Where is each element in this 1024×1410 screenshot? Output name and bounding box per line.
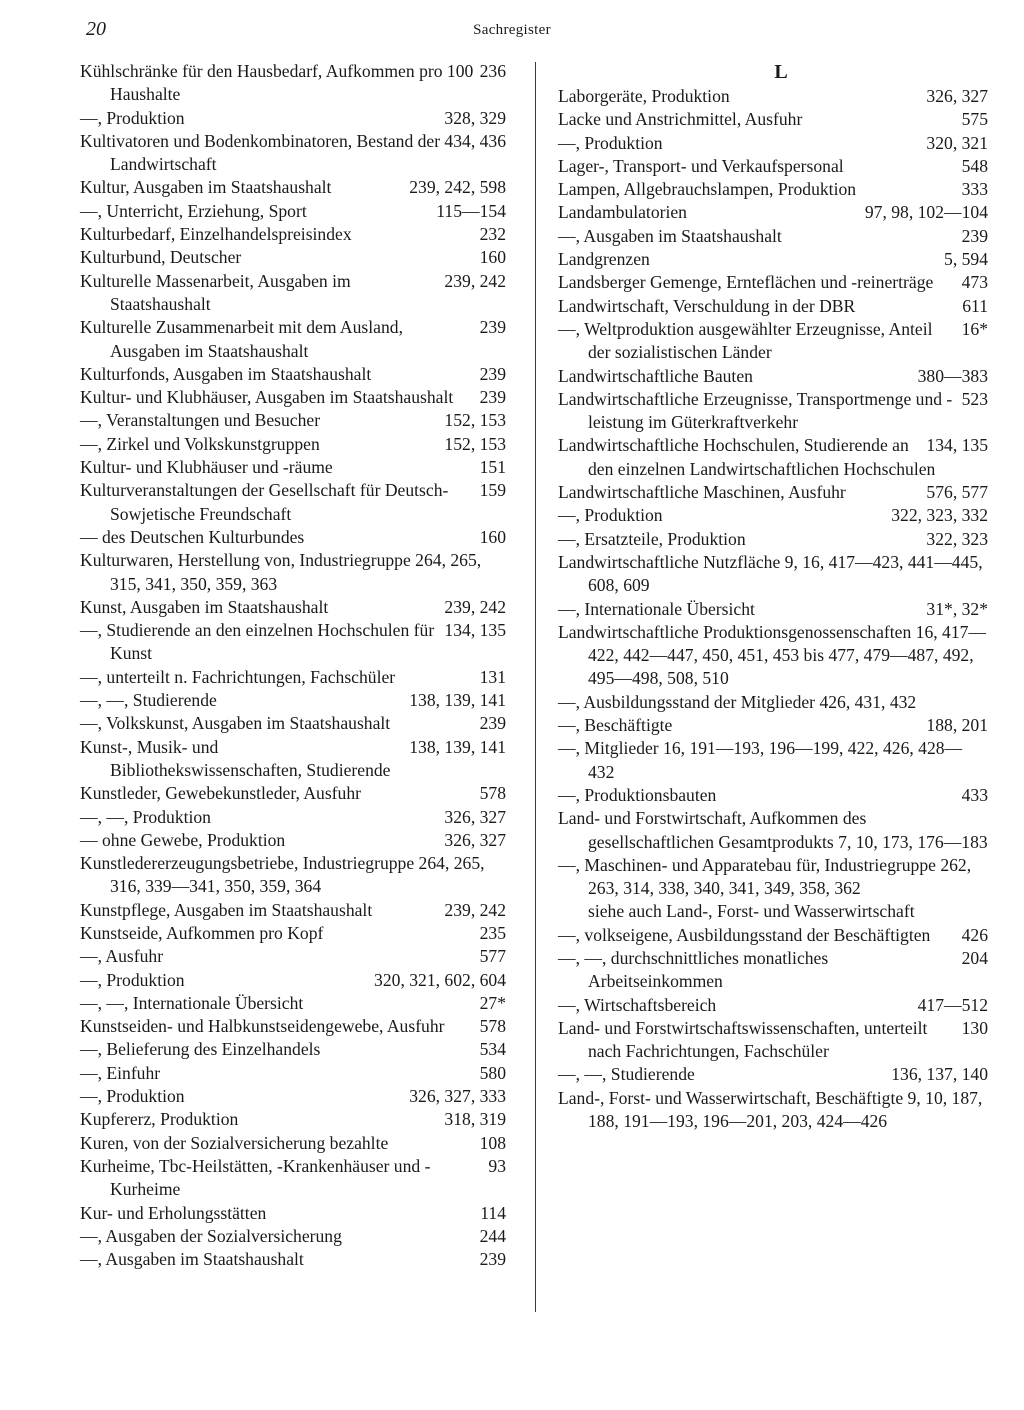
index-entry-pages: 31*, 32* — [922, 598, 988, 621]
index-entry — [80, 806, 506, 829]
index-entry-text: —, —, Internationale Übersicht — [80, 992, 304, 1013]
index-entry-pages: 239, 242 — [440, 899, 506, 922]
index-entry-pages: 328, 329 — [440, 107, 506, 130]
index-entry — [80, 363, 506, 386]
index-entry — [80, 316, 506, 363]
index-entry-text: Lacke und Anstrichmittel, Ausfuhr — [558, 109, 803, 130]
index-entry — [80, 60, 506, 107]
index-entry-pages: 239, 242, 598 — [405, 176, 506, 199]
index-entry-pages: 239 — [476, 712, 506, 735]
index-entry-text: Kulturfonds, Ausgaben im Staatshaushalt — [80, 363, 372, 384]
index-entry — [80, 899, 506, 922]
index-entry-text: Landwirtschaftliche Nutzfläche 9, 16, 417—423, 441—445, 608, 609 — [558, 551, 983, 596]
index-entry-text: Kultur, Ausgaben im Staatshaushalt — [80, 177, 332, 198]
index-entry — [80, 689, 506, 712]
index-entry-text: Kunstleder, Gewebekunstleder, Ausfuhr — [80, 783, 361, 804]
index-entry-text: —, Produktion — [558, 505, 663, 526]
index-entry-pages: 244 — [476, 1225, 506, 1248]
index-entry-pages: 159 — [476, 479, 506, 502]
index-entry-text: Kunstseiden- und Halbkunstseidengewebe, Ausfuhr — [80, 1016, 445, 1037]
index-entry-pages: 239, 242 — [440, 270, 506, 293]
index-entry-text: Landwirtschaftliche Erzeugnisse, Transportmenge und -leistung im Güterkraftverkehr — [558, 388, 953, 433]
index-entry-pages: 434, 436 — [440, 130, 506, 153]
index-entry — [80, 619, 506, 666]
index-entry-text: —, Produktion — [80, 969, 185, 990]
index-entry — [80, 852, 506, 899]
index-entry — [558, 388, 988, 435]
index-entry-text: —, Ausfuhr — [80, 946, 164, 967]
index-entry-text: —, —, Produktion — [80, 806, 211, 827]
index-entry-pages: 417—512 — [914, 994, 988, 1017]
index-entry — [558, 248, 988, 271]
index-entry — [558, 132, 988, 155]
section-letter: L — [774, 61, 788, 83]
index-entry-text: —, Veranstaltungen und Besucher — [80, 410, 321, 431]
index-entry-text: Kulturelle Massenarbeit, Ausgaben im Staatshaushalt — [80, 270, 351, 314]
index-entry-text: Laborgeräte, Produktion — [558, 86, 730, 106]
index-entry — [558, 807, 988, 854]
index-entry — [80, 829, 506, 852]
index-entry-text: Land- und Forstwirtschaft, Aufkommen des gesellschaftlichen Gesamtprodukts 7, 10, 173, 176—183 — [558, 808, 988, 852]
index-entry — [80, 456, 506, 479]
index-entry-text: — ohne Gewebe, Produktion — [80, 829, 286, 850]
index-entry-pages: 239 — [476, 316, 506, 339]
index-entry-text: —, Weltproduktion ausgewählter Erzeugnisse, Anteil der sozialistischen Länder — [558, 318, 933, 363]
index-entry-text: —, Ausgaben der Sozialversicherung — [80, 1225, 342, 1246]
index-entry-text: Kunstpflege, Ausgaben im Staatshaushalt — [80, 899, 373, 920]
index-entry-pages: 548 — [958, 155, 988, 178]
index-entry-pages: 160 — [476, 526, 506, 549]
index-entry — [558, 1087, 988, 1134]
index-entry-pages: 152, 153 — [440, 409, 506, 432]
index-entry-pages: 131 — [476, 666, 506, 689]
index-entry-text: Lager-, Transport- und Verkaufspersonal — [558, 155, 844, 176]
index-entry — [558, 598, 988, 621]
index-entry-text: Lampen, Allgebrauchslampen, Produktion — [558, 179, 857, 200]
index-entry — [558, 714, 988, 737]
index-entry-text: —, Wirtschaftsbereich — [558, 994, 717, 1015]
index-entry-text: —, Produktion — [558, 132, 663, 153]
index-entry-pages: 232 — [476, 223, 506, 246]
index-entry-pages: 578 — [476, 1015, 506, 1038]
index-entry — [80, 1085, 506, 1108]
index-entry-pages: 239, 242 — [440, 596, 506, 619]
index-entry-text: —, Produktionsbauten — [558, 784, 717, 805]
index-entry — [80, 736, 506, 783]
index-entry-pages: 239 — [476, 1248, 506, 1271]
index-entry-pages: 577 — [476, 945, 506, 968]
index-entry-text: —, Studierende an den einzelnen Hochschulen für Kunst — [80, 620, 435, 664]
running-head: Sachregister — [473, 22, 551, 38]
index-entry-pages: 115—154 — [432, 200, 506, 223]
index-entry — [558, 994, 988, 1017]
index-entry-text: —, Maschinen- und Apparatebau für, Industriegruppe 262, 263, 314, 338, 340, 341, 349, 358, 362 — [558, 854, 972, 899]
index-entry-text: —, Ausgaben im Staatshaushalt — [558, 225, 782, 246]
index-entry-pages: 138, 139, 141 — [405, 736, 506, 759]
index-entry — [80, 596, 506, 619]
index-entry-text: Landwirtschaftliche Bauten — [558, 365, 753, 386]
index-entry — [558, 737, 988, 784]
index-entry-pages: 27* — [476, 992, 506, 1015]
index-entry-pages: 580 — [476, 1062, 506, 1085]
index-entry — [558, 784, 988, 807]
index-entry — [558, 691, 988, 714]
index-entry-pages: 114 — [476, 1202, 506, 1225]
index-entry — [558, 551, 988, 598]
index-entry-pages: 534 — [476, 1038, 506, 1061]
index-entry — [558, 434, 988, 481]
index-entry — [80, 712, 506, 735]
index-entry-pages: 326, 327 — [440, 829, 506, 852]
index-entry-text: Kunstledererzeugungsbetriebe, Industriegruppe 264, 265, 316, 339—341, 350, 359, 364 — [80, 853, 485, 897]
index-entry — [558, 225, 988, 248]
index-entry-text: —, Mitglieder 16, 191—193, 196—199, 422, 426, 428—432 — [558, 738, 963, 782]
index-entry-text: —, Beschäftigte — [558, 715, 673, 736]
index-entry-pages: 326, 327, 333 — [405, 1085, 506, 1108]
index-entry-pages: 239 — [476, 363, 506, 386]
index-entry — [80, 1248, 506, 1271]
index-entry — [80, 1225, 506, 1248]
index-entry-pages: 318, 319 — [440, 1108, 506, 1131]
index-entry-pages: 239 — [476, 386, 506, 409]
index-entry — [558, 318, 988, 365]
index-entry-text: Landwirtschaftliche Produktionsgenossenschaften 16, 417—422, 442—447, 450, 451, 453 bis 477, 479—487, 492, 495—498, 508, 510 — [558, 621, 987, 689]
index-entry-pages: 5, 594 — [940, 248, 988, 271]
index-entry-pages: 235 — [476, 922, 506, 945]
index-entry-pages: 611 — [958, 295, 988, 318]
index-entry-pages: 433 — [958, 784, 988, 807]
index-entry-pages: 130 — [958, 1017, 988, 1040]
index-entry-text: —, volkseigene, Ausbildungsstand der Beschäftigten — [558, 924, 931, 945]
index-entry-text: Land-, Forst- und Wasserwirtschaft, Beschäftigte 9, 10, 187, 188, 191—193, 196—201, 203, 424—426 — [558, 1087, 983, 1132]
index-entry-text: Kulturveranstaltungen der Gesellschaft für Deutsch-Sowjetische Freundschaft — [80, 480, 449, 524]
index-entry — [80, 386, 506, 409]
index-entry — [558, 1017, 988, 1064]
index-entry — [558, 108, 988, 131]
index-entry-text: Kühlschränke für den Hausbedarf, Aufkommen pro 100 Haushalte — [80, 61, 474, 105]
index-entry — [80, 666, 506, 689]
index-entry-pages: 380—383 — [914, 365, 988, 388]
index-entry — [80, 969, 506, 992]
index-entry — [80, 107, 506, 130]
index-entry-pages: 138, 139, 141 — [405, 689, 506, 712]
index-entry — [558, 504, 988, 527]
index-entry — [558, 528, 988, 551]
index-entry — [558, 481, 988, 504]
index-entry-pages: 16* — [958, 318, 988, 341]
index-entry-text: Kunst-, Musik- und Bibliothekswissenschaften, Studierende — [80, 736, 391, 780]
index-entry-pages: 134, 135 — [922, 434, 988, 457]
index-entry — [80, 992, 506, 1015]
index-entry-text: Kulturelle Zusammenarbeit mit dem Ausland, Ausgaben im Staatshaushalt — [80, 317, 403, 361]
column-rule — [535, 62, 536, 1312]
index-entry — [80, 200, 506, 223]
index-entry-text: —, Ersatzteile, Produktion — [558, 528, 746, 549]
index-entry — [558, 178, 988, 201]
index-entry — [80, 922, 506, 945]
index-entry-text: Kultur- und Klubhäuser und -räume — [80, 457, 333, 478]
index-entry — [558, 155, 988, 178]
index-entry-text: —, —, durchschnittliches monatliches Arbeitseinkommen — [558, 947, 829, 992]
index-entry-text: —, Produktion — [80, 107, 185, 128]
index-entry-pages: 136, 137, 140 — [887, 1063, 988, 1086]
index-entry-text: Kulturbedarf, Einzelhandelspreisindex — [80, 224, 352, 245]
index-entry-pages: 97, 98, 102—104 — [861, 201, 988, 224]
index-entry — [80, 1132, 506, 1155]
index-entry-text: Kur- und Erholungsstätten — [80, 1202, 267, 1223]
index-entry-text: Kulturbund, Deutscher — [80, 247, 242, 268]
index-entry-pages: 326, 327 — [922, 85, 988, 108]
index-entry-text: —, —, Studierende — [80, 690, 217, 711]
index-entry-text: —, Volkskunst, Ausgaben im Staatshaushalt — [80, 713, 391, 734]
page-number: 20 — [86, 18, 106, 40]
index-entry — [80, 1202, 506, 1225]
index-entry-text: —, Ausgaben im Staatshaushalt — [80, 1249, 304, 1270]
index-entry-text: Landwirtschaftliche Maschinen, Ausfuhr — [558, 482, 846, 503]
index-entry — [80, 130, 506, 177]
index-entry-pages: 320, 321 — [922, 132, 988, 155]
index-entry-pages: 236 — [476, 60, 506, 83]
index-entry — [558, 854, 988, 901]
index-entry — [80, 1038, 506, 1061]
index-entry — [80, 1062, 506, 1085]
index-entry-pages: 134, 135 — [440, 619, 506, 642]
index-entry-text: —, Ausbildungsstand der Mitglieder 426, 431, 432 — [558, 691, 917, 712]
index-entry-pages: 239 — [958, 225, 988, 248]
index-entry-text: Kunstseide, Aufkommen pro Kopf — [80, 922, 324, 943]
index-entry-text: Kupfererz, Produktion — [80, 1109, 239, 1130]
index-entry — [558, 1063, 988, 1086]
index-entry — [80, 945, 506, 968]
index-entry-text: —, Unterricht, Erziehung, Sport — [80, 200, 307, 221]
index-entry-pages: 151 — [476, 456, 506, 479]
index-entry-pages: 523 — [958, 388, 988, 411]
index-entry-text: —, Produktion — [80, 1086, 185, 1107]
index-entry — [80, 433, 506, 456]
index-entry-text: Kulturwaren, Herstellung von, Industriegruppe 264, 265, 315, 341, 350, 359, 363 — [80, 550, 482, 594]
index-entry-text: —, Zirkel und Volkskunstgruppen — [80, 433, 320, 454]
index-entry — [80, 176, 506, 199]
index-entry — [80, 409, 506, 432]
index-entry-text: — des Deutschen Kulturbundes — [80, 526, 305, 547]
index-entry-text: Kultivatoren und Bodenkombinatoren, Bestand der Landwirtschaft — [80, 130, 441, 175]
index-entry-pages: 204 — [958, 947, 988, 970]
index-entry-pages: 152, 153 — [440, 433, 506, 456]
index-entry-text: —, Einfuhr — [80, 1062, 161, 1083]
index-entry-text: siehe auch Land-, Forst- und Wasserwirtschaft — [588, 901, 915, 922]
index-entry — [80, 479, 506, 526]
index-entry-pages: 578 — [476, 782, 506, 805]
index-entry — [558, 201, 988, 224]
index-entry — [80, 1155, 506, 1202]
index-entry-text: Kunst, Ausgaben im Staatshaushalt — [80, 596, 329, 617]
index-entry — [80, 526, 506, 549]
index-entry — [558, 85, 988, 108]
index-entry-text: Landwirtschaft, Verschuldung in der DBR — [558, 295, 856, 316]
index-entry-pages: 575 — [958, 108, 988, 131]
right-index-column — [558, 60, 988, 1133]
index-entry-text: Kurheime, Tbc-Heilstätten, -Krankenhäuser und -Kurheime — [80, 1155, 431, 1200]
index-entry — [558, 295, 988, 318]
index-entry — [80, 246, 506, 269]
index-entry-text: —, —, Studierende — [558, 1064, 695, 1085]
index-entry — [558, 271, 988, 294]
index-entry-pages: 322, 323 — [922, 528, 988, 551]
left-index-column — [80, 60, 506, 1271]
index-entry-pages: 576, 577 — [922, 481, 988, 504]
index-entry-pages: 320, 321, 602, 604 — [370, 969, 506, 992]
index-entry-text: Landwirtschaftliche Hochschulen, Studierende an den einzelnen Landwirtschaftlichen Hochschulen — [558, 435, 936, 479]
index-entry — [558, 365, 988, 388]
index-entry — [558, 924, 988, 947]
index-entry — [558, 621, 988, 691]
index-entry — [558, 947, 988, 994]
index-entry-text: —, Belieferung des Einzelhandels — [80, 1039, 321, 1060]
index-entry-pages: 160 — [476, 246, 506, 269]
index-entry-pages: 188, 201 — [922, 714, 988, 737]
index-entry-text: Land- und Forstwirtschaftswissenschaften, unterteilt nach Fachrichtungen, Fachschüler — [558, 1017, 928, 1062]
index-entry-text: —, unterteilt n. Fachrichtungen, Fachschüler — [80, 666, 396, 687]
index-entry-pages: 426 — [958, 924, 988, 947]
index-entry-pages: 93 — [484, 1155, 506, 1178]
index-entry-text: Kuren, von der Sozialversicherung bezahlte — [80, 1132, 389, 1153]
index-entry-pages: 473 — [958, 271, 988, 294]
index-entry-text: —, Internationale Übersicht — [558, 598, 755, 619]
index-entry-pages: 326, 327 — [440, 806, 506, 829]
index-entry — [80, 223, 506, 246]
index-entry — [80, 1015, 506, 1038]
index-entry — [558, 900, 988, 923]
index-entry-text: Landsberger Gemenge, Ernteflächen und -reinerträge — [558, 272, 934, 293]
index-entry-text: Landambulatorien — [558, 202, 687, 223]
index-entry — [80, 782, 506, 805]
index-entry-pages: 108 — [476, 1132, 506, 1155]
index-entry-pages: 322, 323, 332 — [887, 504, 988, 527]
index-entry-pages: 333 — [958, 178, 988, 201]
index-entry — [80, 1108, 506, 1131]
index-entry — [80, 270, 506, 317]
index-entry-text: Landgrenzen — [558, 249, 650, 270]
index-entry — [80, 549, 506, 596]
index-entry-text: Kultur- und Klubhäuser, Ausgaben im Staatshaushalt — [80, 387, 454, 408]
